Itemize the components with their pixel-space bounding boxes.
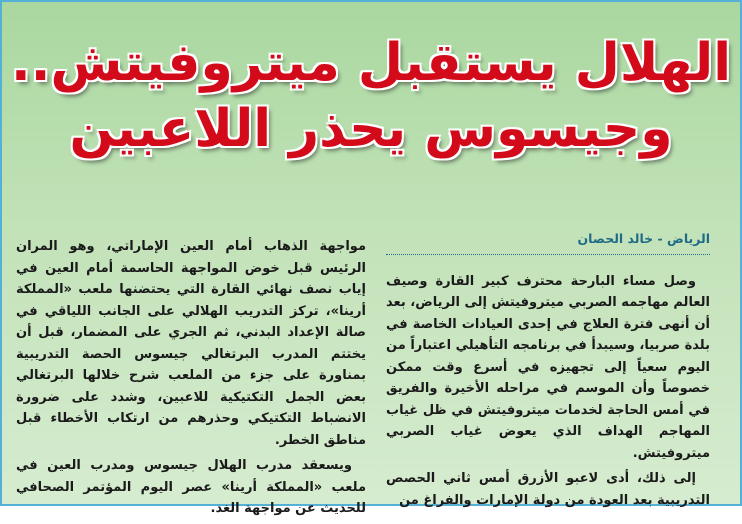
headline-line-1: الهلال يستقبل ميتروفيتش.. [10,33,732,93]
headline-line-2: وجيسوس يحذر اللاعبين [69,99,673,159]
paragraph: وصل مساء البارحة محترف كبير القارة وصيف العالم مهاجمه الصربي ميتروفيتش إلى الرياض، بعد أن أنهى فترة العلاج في إحدى العيادات الخاصة في بلدة صربيا، وسيبدأ في برنامجه التأهيلي اعتباراً من اليوم سعياً إلى تجهيزه في أسرع وقت ممكن خصوصاً وأن الموسم في مراحله الأخيرة والفريق في أمس الحاجة لخدمات ميتروفيتش في ظل غياب المهاجم الهداف الذي يعوض غياب الصربي ميتروفيتش. [386,273,710,461]
paragraph: ويسعقد مدرب الهلال جيسوس ومدرب العين في ملعب «المملكة أرينا» عصر اليوم المؤتمر الصحافي للحديث عن مواجهة الغد. [16,458,366,516]
byline: الرياض - خالد الحصان [386,228,710,255]
article-column-right [386,228,710,515]
headline [10,30,732,162]
article-column-left [16,236,366,524]
paragraph: إلى ذلك، أدى لاعبو الأزرق أمس ثاني الحصص التدريبية بعد العودة من دولة الإمارات والفراغ من [386,471,710,508]
paragraph: مواجهة الذهاب أمام العين الإماراتي، وهو المران الرئيس قبل خوض المواجهة الحاسمة أمام العين في إياب نصف نهائي القارة التي يحتضنها ملعب «المملكة أرينا»، تركز التدريب الهلالي على الجانب اللياقي في صالة الإعداد البدني، ثم الجري على المضمار، قبل أن يختتم المدرب البرتغالي جيسوس الحصة التدريبية بمناورة على جزء من الملعب شرح خلالها البرتغالي بعض الجمل التكتيكية للاعبين، وشدد على ضرورة الانضباط التكتيكي وحذرهم من ارتكاب الأخطاء قبل مناطق الخطر. [16,239,366,448]
